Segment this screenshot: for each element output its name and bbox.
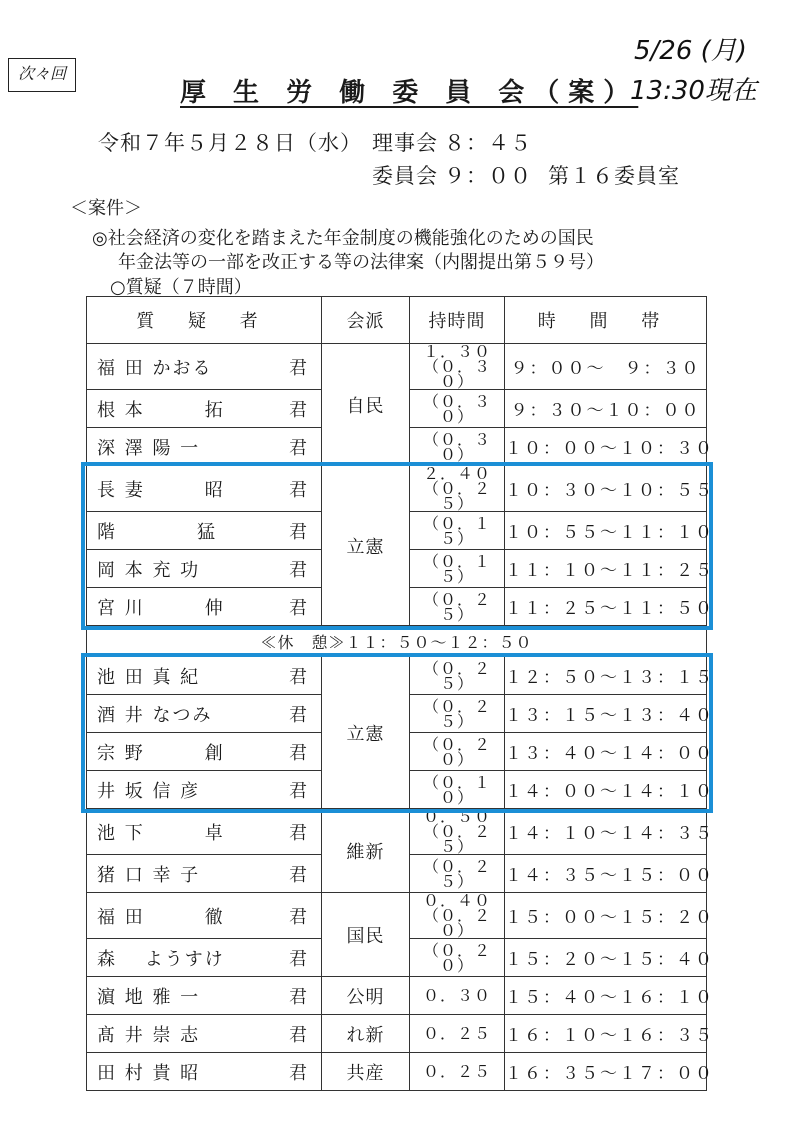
questioner-name-text: 濵 地 雅 一 (97, 986, 201, 1008)
meeting-date: 令和７年５月２８日（水） (98, 131, 362, 155)
honorific: 君 (289, 1062, 309, 1084)
honorific: 君 (289, 399, 309, 421)
questioner-name (87, 428, 322, 466)
break-time: ≪休 憩≫１１：５０〜１２：５０ (87, 626, 707, 657)
faction-cell: 自民 (322, 344, 410, 466)
committee-room: 第１６委員室 (548, 164, 680, 188)
questioner-name-text: 深 澤 陽 一 (97, 437, 201, 459)
honorific: 君 (289, 742, 309, 764)
header-questioner: 質 疑 者 (87, 297, 322, 344)
honorific: 君 (289, 437, 309, 459)
time-held-cell: （０．１５） (410, 512, 505, 550)
honorific: 君 (289, 704, 309, 726)
table-header-row (87, 297, 707, 344)
questioner-name-text: 宗 野 創 (97, 742, 225, 764)
table-row (87, 1015, 707, 1053)
questioner-name (87, 809, 322, 855)
header-time-held: 持時間 (410, 297, 505, 344)
time-slot-cell: １３：４０〜１４：００ (505, 733, 707, 771)
time-held-cell (410, 893, 505, 939)
questioner-name-text: 井 坂 信 彦 (97, 780, 201, 802)
time-held-cell (410, 809, 505, 855)
honorific: 君 (289, 948, 309, 970)
table-row (87, 809, 707, 855)
honorific: 君 (289, 597, 309, 619)
questioner-name-text: 長 妻 昭 (97, 479, 225, 501)
time-held-cell: （０．３０） (410, 390, 505, 428)
highlight-box-cdp-first-block (81, 462, 713, 630)
time-held-cell: （０．１０） (410, 771, 505, 809)
questioner-name-text: 根 本 拓 (97, 399, 225, 421)
time-slot-cell: １０：３０〜１０：５５ (505, 466, 707, 512)
header-faction: 会派 (322, 297, 410, 344)
honorific: 君 (289, 864, 309, 886)
time-held-cell (410, 344, 505, 390)
questioner-name-text: 猪 口 幸 子 (97, 864, 201, 886)
questioner-name (87, 855, 322, 893)
faction-cell: 公明 (322, 977, 410, 1015)
board-time: ８：４５ (444, 131, 532, 155)
questioner-name-text: 宮 川 伸 (97, 597, 225, 619)
time-slot-cell: １５：４０〜１６：１０ (505, 977, 707, 1015)
time-slot-cell: １６：３５〜１７：００ (505, 1053, 707, 1091)
questioner-name-text: 池 下 卓 (97, 822, 225, 844)
time-slot-cell: １０：００〜１０：３０ (505, 428, 707, 466)
honorific: 君 (289, 357, 309, 379)
time-slot-cell: １４：１０〜１４：３５ (505, 809, 707, 855)
time-held-individual: （０．３０） (422, 357, 491, 391)
time-held-individual: （０．２０） (422, 906, 491, 940)
agenda-label: ＜案件＞ (70, 198, 142, 219)
time-slot-cell: １４：００〜１４：１０ (505, 771, 707, 809)
questioner-name-text: 階 猛 (97, 521, 217, 543)
qa-duration-label: ○質疑（７時間） (110, 277, 252, 298)
time-held-cell: （０．２５） (410, 657, 505, 695)
committee-time: ９：００ (444, 164, 532, 188)
time-held-individual: （０．２５） (422, 822, 491, 856)
questioner-name-text: 酒 井 なつみ (97, 704, 213, 726)
questioner-name (87, 977, 322, 1015)
questioner-name-text: 福 田 徹 (97, 906, 225, 928)
table-row (87, 893, 707, 939)
questioner-name (87, 390, 322, 428)
header-time-slot: 時 間 帯 (505, 297, 707, 344)
questioner-name-text: 池 田 真 紀 (97, 666, 201, 688)
time-held-cell: （０．３０） (410, 428, 505, 466)
time-slot-cell: １６：１０〜１６：３５ (505, 1015, 707, 1053)
highlight-box-cdp-second-block (81, 653, 713, 813)
time-held-cell: ０．２５ (410, 1053, 505, 1091)
honorific: 君 (289, 780, 309, 802)
table-row (87, 977, 707, 1015)
time-slot-cell: １０：５５〜１１：１０ (505, 512, 707, 550)
time-held-cell: ０．２５ (410, 1015, 505, 1053)
time-held-cell: （０．２５） (410, 695, 505, 733)
time-slot-cell: １５：００〜１５：２０ (505, 893, 707, 939)
time-held-individual: （０．２５） (422, 479, 491, 513)
time-held-cell: （０．２５） (410, 588, 505, 626)
faction-cell: 立憲 (322, 466, 410, 626)
handwritten-current-time: 13:30現在 (630, 76, 757, 106)
honorific: 君 (289, 559, 309, 581)
honorific: 君 (289, 986, 309, 1008)
time-slot-cell: １５：２０〜１５：４０ (505, 939, 707, 977)
time-held-cell: （０．１５） (410, 550, 505, 588)
questioner-name-text: 岡 本 充 功 (97, 559, 201, 581)
questioner-name (87, 344, 322, 390)
time-held-total: ０．５０ (422, 807, 491, 826)
page-title: 厚 生 労 働 委 員 会（案） (180, 78, 639, 108)
honorific: 君 (289, 666, 309, 688)
time-slot-cell: １１：１０〜１１：２５ (505, 550, 707, 588)
faction-cell: 共産 (322, 1053, 410, 1091)
faction-cell: 国民 (322, 893, 410, 977)
questioner-name-text: 髙 井 崇 志 (97, 1024, 201, 1046)
next-next-meeting-stamp: 次々回 (8, 58, 76, 92)
time-slot-cell: １２：５０〜１３：１５ (505, 657, 707, 695)
questioner-name (87, 939, 322, 977)
honorific: 君 (289, 521, 309, 543)
time-slot-cell: １３：１５〜１３：４０ (505, 695, 707, 733)
questioner-name-text: 福 田 かおる (97, 357, 213, 379)
honorific: 君 (289, 1024, 309, 1046)
time-held-total: １．３０ (422, 342, 491, 361)
board-label: 理事会 (372, 131, 438, 155)
handwritten-date: 5/26 (月) (634, 36, 747, 66)
time-slot-cell: １４：３５〜１５：００ (505, 855, 707, 893)
time-slot-cell: ９：３０〜１０：００ (505, 390, 707, 428)
table-row (87, 344, 707, 390)
bill-title-line1: ◎社会経済の変化を踏まえた年金制度の機能強化のための国民 (92, 228, 594, 249)
honorific: 君 (289, 822, 309, 844)
time-held-total: ０．４０ (422, 891, 491, 910)
time-held-cell: （０．２０） (410, 733, 505, 771)
faction-cell: 維新 (322, 809, 410, 893)
table-row (87, 1053, 707, 1091)
questioner-name-text: 田 村 貴 昭 (97, 1062, 201, 1084)
time-held-cell: （０．２５） (410, 855, 505, 893)
faction-cell: れ新 (322, 1015, 410, 1053)
honorific: 君 (289, 906, 309, 928)
honorific: 君 (289, 479, 309, 501)
questioner-name (87, 1015, 322, 1053)
time-slot-cell: ９：００〜 ９：３０ (505, 344, 707, 390)
questioner-name (87, 1053, 322, 1091)
committee-label: 委員会 (372, 164, 438, 188)
time-held-cell: （０．２０） (410, 939, 505, 977)
faction-cell: 立憲 (322, 657, 410, 809)
time-held-cell: ０．３０ (410, 977, 505, 1015)
time-slot-cell: １１：２５〜１１：５０ (505, 588, 707, 626)
bill-title-line2: 年金法等の一部を改正する等の法律案（内閣提出第５９号） (118, 252, 604, 273)
questioner-name (87, 893, 322, 939)
time-held-total: ２．４０ (422, 464, 491, 483)
questioner-name-text: 森 ようすけ (97, 948, 225, 970)
